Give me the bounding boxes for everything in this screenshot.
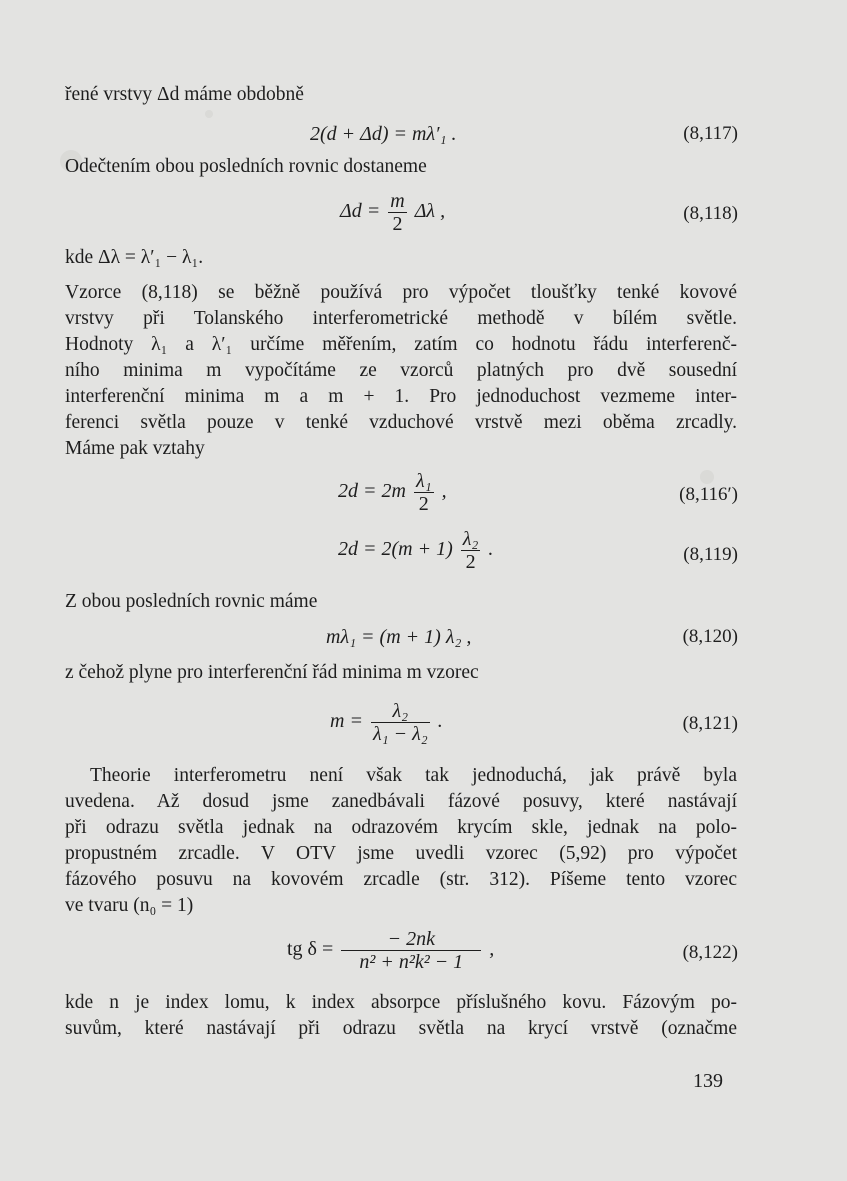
eq-rhs: . xyxy=(488,538,494,561)
text-line: Odečtením obou posledních rovnic dostaneme xyxy=(65,156,427,177)
text-line: fázového posuvu na kovovém zrcadle (str. 312). Píšeme tento vzorec xyxy=(65,869,737,890)
eq-rhs: Δλ , xyxy=(414,200,446,223)
equation-8-118 xyxy=(340,190,445,235)
text-line: uvedena. Až dosud jsme zanedbávali fázové posuvy, které nastávají xyxy=(65,791,737,812)
text-line: Vzorce (8,118) se běžně používá pro výpočet tloušťky tenké kovové xyxy=(65,282,737,303)
fraction xyxy=(371,700,430,745)
numerator: λ₂ xyxy=(371,700,430,723)
text-line: suvům, které nastávají při odrazu světla na krycí vrstvě (označme xyxy=(65,1018,737,1039)
equation-8-122 xyxy=(287,928,494,973)
numerator: λ₂ xyxy=(462,528,479,550)
text-line: kde n je index lomu, k index absorpce příslušného kovu. Fázovým po- xyxy=(65,992,737,1013)
eq-lhs: tg δ = xyxy=(287,938,334,961)
text-line: ve tvaru (n₀ = 1) xyxy=(65,895,194,916)
fraction xyxy=(414,470,434,515)
eq-lhs: 2d = 2(m + 1) xyxy=(338,538,453,561)
equation-8-117: 2(d + Δd) = mλ′₁ . xyxy=(310,123,457,145)
equation-number: (8,119) xyxy=(683,544,738,565)
equation-number: (8,120) xyxy=(682,626,738,647)
equation-number: (8,118) xyxy=(683,203,738,224)
numerator: λ₁ xyxy=(415,470,432,492)
eq-rhs: . xyxy=(437,710,443,733)
text-line: řené vrstvy Δd máme obdobně xyxy=(65,84,304,105)
text-line: ferenci světla pouze v tenké vzduchové vrstvě mezi oběma zrcadly. xyxy=(65,412,737,433)
eq-lhs: m = xyxy=(330,710,363,733)
text-line: ního minima m vypočítáme ze vzorců platných pro dvě sousední xyxy=(65,360,737,381)
equation-8-116 xyxy=(338,470,447,515)
denominator: n² + n²k² − 1 xyxy=(359,951,464,973)
equation-number: (8,121) xyxy=(682,713,738,734)
text-line: interferenční minima m a m + 1. Pro jednoduchost vezmeme inter- xyxy=(65,386,737,407)
denominator: 2 xyxy=(465,551,476,573)
equation-number: (8,117) xyxy=(683,123,738,144)
paper-stain xyxy=(205,110,213,118)
eq-lhs: Δd = xyxy=(340,200,381,223)
equation-number: (8,116′) xyxy=(679,484,738,505)
eq-rhs: , xyxy=(441,480,447,503)
text-line: Máme pak vztahy xyxy=(65,438,205,459)
text-line: vrstvy při Tolanského interferometrické methodě v bílém světle. xyxy=(65,308,737,329)
text-line: z čehož plyne pro interferenční řád minima m vzorec xyxy=(65,662,479,683)
text-line: propustném zrcadle. V OTV jsme uvedli vzorec (5,92) pro výpočet xyxy=(65,843,737,864)
text-line: Theorie interferometru není však tak jednoduchá, jak právě byla xyxy=(90,765,737,786)
text-line: Hodnoty λ₁ a λ′₁ určíme měřením, zatím co hodnotu řádu interferenč- xyxy=(65,334,737,355)
text-line: kde Δλ = λ′₁ − λ₁. xyxy=(65,247,204,268)
text-line: při odrazu světla jednak na odrazovém krycím skle, jednak na polo- xyxy=(65,817,737,838)
equation-number: (8,122) xyxy=(682,942,738,963)
numerator: − 2nk xyxy=(341,928,481,951)
equation-8-121 xyxy=(330,700,443,745)
equation-8-120: mλ₁ = (m + 1) λ₂ , xyxy=(326,626,472,648)
text-line: Z obou posledních rovnic máme xyxy=(65,591,318,612)
denominator: λ₁ − λ₂ xyxy=(372,723,428,745)
denominator: 2 xyxy=(392,213,403,235)
eq-lhs: 2d = 2m xyxy=(338,480,406,503)
eq-rhs: , xyxy=(489,938,495,961)
numerator: m xyxy=(390,190,405,212)
fraction xyxy=(461,528,481,573)
equation-8-119 xyxy=(338,528,493,573)
fraction xyxy=(341,928,481,973)
denominator: 2 xyxy=(418,493,429,515)
fraction xyxy=(388,190,406,235)
page-number: 139 xyxy=(693,1070,723,1092)
